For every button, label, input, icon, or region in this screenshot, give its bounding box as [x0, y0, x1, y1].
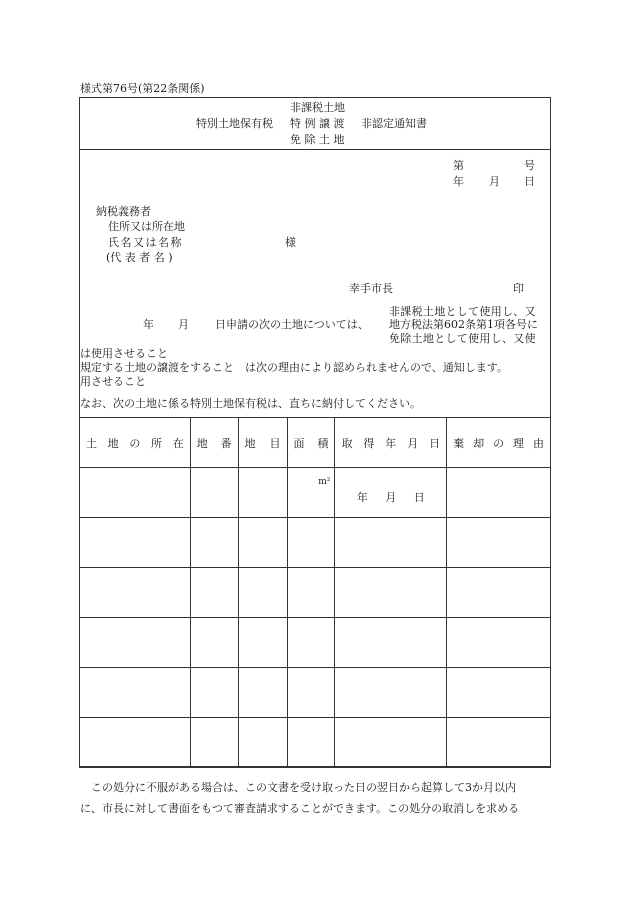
header-area-text: 面 積 [293, 436, 329, 450]
header-lot-number [190, 418, 238, 468]
cell-rejection-reason[interactable] [447, 718, 551, 768]
cell-acquisition-date[interactable] [335, 718, 447, 768]
form-number-label: 様式第76号(第22条関係) [80, 82, 205, 95]
table-row [80, 568, 551, 618]
land-table [79, 417, 551, 768]
cell-location[interactable] [80, 718, 191, 768]
body-date-month: 月 [178, 318, 189, 331]
taxpayer-name-label: 氏名又は名称 [108, 236, 183, 249]
cell-lot-number[interactable] [190, 668, 238, 718]
cell-location[interactable] [80, 568, 191, 618]
header-area [287, 418, 335, 468]
cell-land-category[interactable] [238, 668, 287, 718]
cell-location[interactable] [80, 618, 191, 668]
cell-area[interactable] [287, 718, 335, 768]
table-row [80, 668, 551, 718]
header-acquisition-date-text: 取 得 年 月 日 [341, 436, 441, 450]
cell-area[interactable] [287, 568, 335, 618]
cell-area[interactable] [287, 668, 335, 718]
title-divider [79, 149, 551, 150]
header-land-category-text: 地 目 [244, 436, 281, 450]
cell-lot-number[interactable] [190, 568, 238, 618]
body-date-year: 年 [143, 318, 154, 331]
body-line5: 規定する土地の譲渡をすること は次の理由により認められませんので、通知します。 [80, 361, 508, 374]
header-land-category [238, 418, 287, 468]
table-row [80, 718, 551, 768]
taxpayer-heading: 納税義務者 [96, 205, 151, 218]
mayor-title: 幸手市長 [349, 282, 393, 295]
cell-lot-number[interactable] [190, 468, 238, 518]
cell-lot-number[interactable] [190, 718, 238, 768]
body-right-line1: 非課税土地として使用し、又 [389, 305, 536, 318]
appeal-notice [80, 777, 550, 819]
cell-lot-number[interactable] [190, 618, 238, 668]
cell-rejection-reason[interactable] [447, 668, 551, 718]
date-year: 年 [453, 175, 464, 188]
seal-mark: 印 [513, 282, 524, 295]
date-month: 月 [489, 175, 500, 188]
title-lower: 免 除 土 地 [290, 133, 345, 146]
cell-acquisition-date[interactable] [335, 568, 447, 618]
cell-land-category[interactable] [238, 618, 287, 668]
acquisition-date-placeholder: 年 月 日 [356, 491, 425, 504]
body-line7: なお、次の土地に係る特別土地保有税は、直ちに納付してください。 [80, 397, 421, 410]
cell-location[interactable] [80, 468, 191, 518]
area-unit: m² [318, 477, 331, 487]
header-location-text: 土 地 の 所 在 [86, 436, 184, 450]
body-right-line2: 地方税法第602条第1項各号に [389, 318, 538, 331]
title-middle: 特 例 譲 渡 [290, 117, 345, 130]
cell-land-category[interactable] [238, 568, 287, 618]
cell-rejection-reason[interactable] [447, 468, 551, 518]
representative-label: (代 表 者 名 ) [106, 251, 173, 264]
number-label: 第 [453, 159, 464, 172]
cell-land-category[interactable] [238, 518, 287, 568]
title-upper: 非課税土地 [290, 101, 345, 114]
cell-rejection-reason[interactable] [447, 568, 551, 618]
number-suffix: 号 [524, 159, 535, 172]
body-right-line3: 免除土地として使用し、又使 [389, 332, 536, 345]
cell-acquisition-date[interactable] [335, 668, 447, 718]
cell-location[interactable] [80, 518, 191, 568]
cell-land-category[interactable] [238, 468, 287, 518]
cell-rejection-reason[interactable] [447, 518, 551, 568]
title-right: 非認定通知書 [361, 117, 427, 130]
taxpayer-address-label: 住所又は所在地 [108, 220, 185, 233]
table-row [80, 518, 551, 568]
cell-lot-number[interactable] [190, 518, 238, 568]
header-rejection-reason-text: 棄 却 の 理 由 [453, 436, 544, 450]
date-day: 日 [524, 175, 535, 188]
header-location [80, 418, 191, 468]
cell-area[interactable] [287, 468, 335, 518]
header-rejection-reason [447, 418, 551, 468]
body-date-mid: 日申請の次の土地については、 [215, 318, 369, 331]
body-line6: 用させること [80, 375, 146, 388]
body-line4: は使用させること [80, 347, 168, 360]
cell-area[interactable] [287, 618, 335, 668]
header-acquisition-date [335, 418, 447, 468]
table-row [80, 468, 551, 518]
cell-rejection-reason[interactable] [447, 618, 551, 668]
cell-land-category[interactable] [238, 718, 287, 768]
cell-acquisition-date[interactable] [335, 618, 447, 668]
title-left: 特別土地保有税 [196, 117, 273, 130]
cell-area[interactable] [287, 518, 335, 568]
cell-acquisition-date[interactable] [335, 518, 447, 568]
table-header-row [80, 418, 551, 468]
honorific: 様 [285, 236, 296, 249]
appeal-notice-line2: に、市長に対して書面をもつて審査請求することができます。この処分の取消しを求める [80, 802, 520, 815]
table-row [80, 618, 551, 668]
appeal-notice-line1: この処分に不服がある場合は、この文書を受け取った日の翌日から起算して3か月以内 [91, 781, 516, 794]
cell-acquisition-date[interactable] [335, 468, 447, 518]
cell-location[interactable] [80, 668, 191, 718]
header-lot-number-text: 地 番 [196, 436, 232, 450]
